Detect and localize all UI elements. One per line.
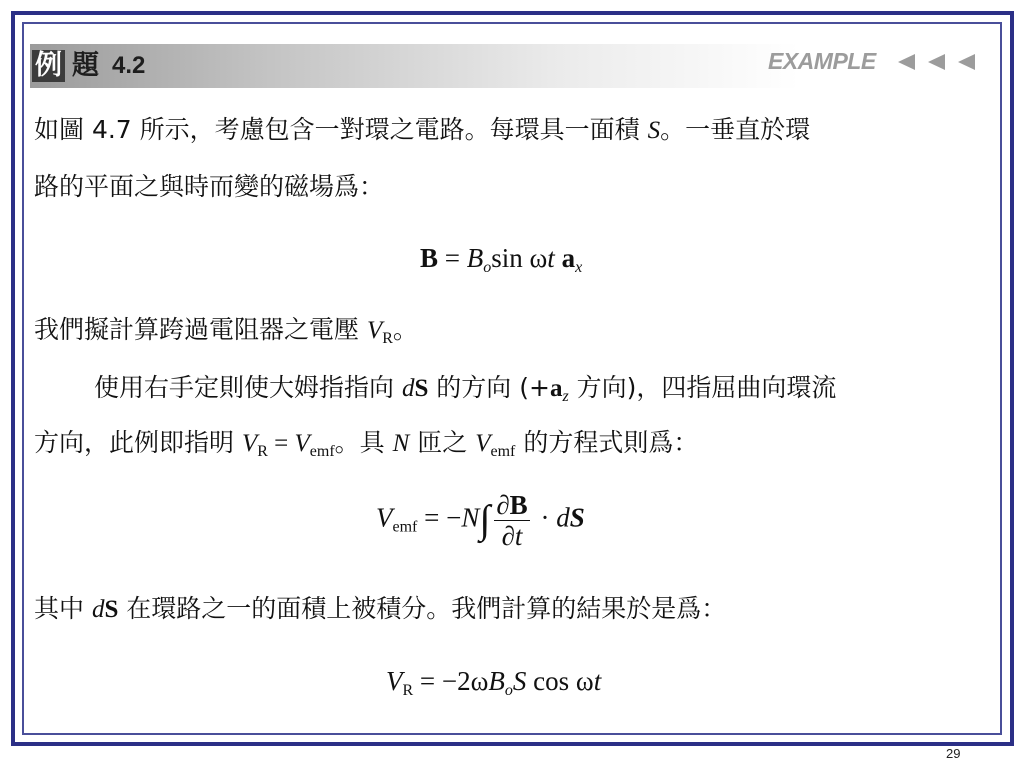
example-title-char: 題 <box>72 50 99 81</box>
paragraph3-line1: 使用右手定則使大姆指指向 dS 的方向 ($+a_z$ 方向)，四指屈曲向環流 <box>94 373 837 405</box>
paragraph1-line2: 路的平面之與時而變的磁場爲： <box>34 172 385 201</box>
partial-derivative-fraction: $\frac{\partial B}{\partial t}$ <box>496 490 528 551</box>
paragraph2-line: 我們擬計算跨過電阻器之電壓 $V_R$。 <box>34 315 418 347</box>
example-label: EXAMPLE <box>768 48 876 74</box>
paragraph4-line: 其中 dS 在環路之一的面積上被積分。我們計算的結果於是爲： <box>34 594 727 623</box>
equation-magnetic-field: B = Bosin ωt ax <box>420 243 583 276</box>
paragraph1-line1: 如圖 4.7 所示，考慮包含一對環之電路。每環具一面積 S。一垂直於環 <box>34 115 811 144</box>
example-number: 4.2 <box>112 52 146 79</box>
equation-voltage-result: $V_R = -2\omega BoS$ cos ωt <box>386 666 602 699</box>
example-char-badge: 例 <box>32 50 65 82</box>
paragraph3-line2: 方向，此例即指明 $V_R = V_{emf}$。具 N 匝之 $V_{emf}$ 的方程式則爲： <box>34 428 699 460</box>
example-arrows-icon <box>898 50 988 76</box>
page-number: 29 <box>946 746 961 761</box>
equation-emf-integral: $V_{emf} = -N\int$ $\frac{\partial B}{\partial t}$ · dS <box>376 490 585 551</box>
